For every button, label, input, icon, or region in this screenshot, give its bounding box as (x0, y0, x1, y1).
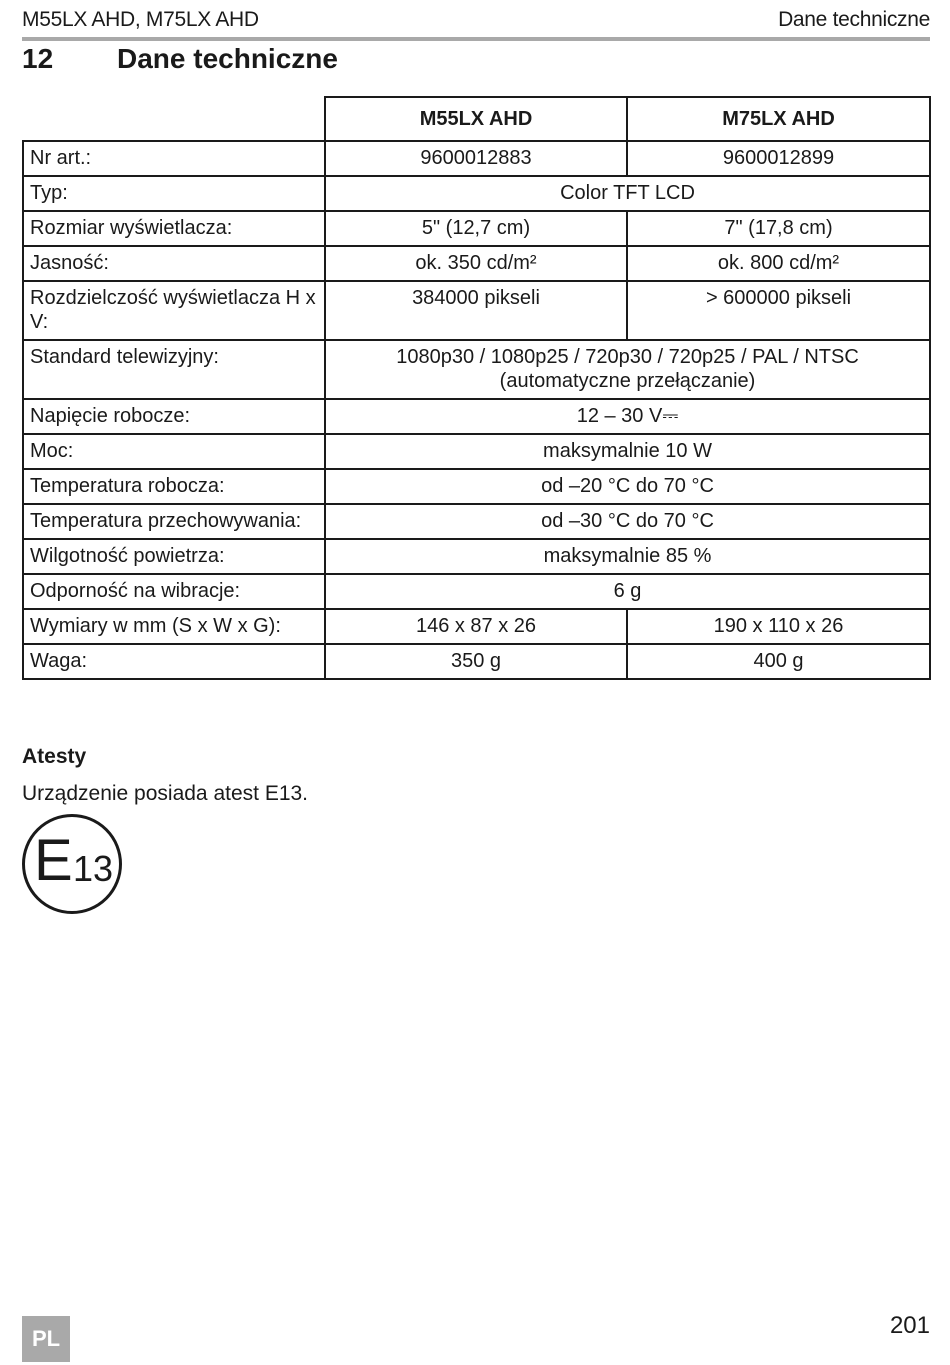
table-row (23, 539, 930, 574)
section-title-text: Dane techniczne (117, 43, 338, 74)
row-value-m55: 384000 pikseli (325, 281, 627, 340)
table-row (23, 434, 930, 469)
row-value-merged: 12 – 30 V⎓ (325, 399, 930, 434)
row-value-m75: ok. 800 cd/m² (627, 246, 930, 281)
spec-table-body (23, 97, 930, 679)
table-row (23, 340, 930, 399)
certs-heading: Atesty (22, 745, 87, 768)
row-label: Wymiary w mm (S x W x G): (23, 609, 325, 644)
section-number: 12 (22, 43, 54, 74)
row-label: Waga: (23, 644, 325, 679)
row-label: Rozmiar wyświetlacza: (23, 211, 325, 246)
table-row (23, 574, 930, 609)
row-label: Wilgotność powietrza: (23, 539, 325, 574)
row-label: Odporność na wibracje: (23, 574, 325, 609)
row-label: Napięcie robocze: (23, 399, 325, 434)
row-value-merged: maksymalnie 10 W (325, 434, 930, 469)
column-header-m55: M55LX AHD (325, 97, 627, 141)
table-row (23, 141, 930, 176)
row-value-m55: 146 x 87 x 26 (325, 609, 627, 644)
table-row (23, 176, 930, 211)
e13-mark-letter: E (34, 828, 73, 893)
row-value-m75: 400 g (627, 644, 930, 679)
table-row (23, 609, 930, 644)
row-value-m75: 190 x 110 x 26 (627, 609, 930, 644)
row-value-m75: > 600000 pikseli (627, 281, 930, 340)
row-value-m55: ok. 350 cd/m² (325, 246, 627, 281)
header-section: Dane techniczne (778, 8, 930, 31)
table-row (23, 211, 930, 246)
header-models: M55LX AHD, M75LX AHD (22, 8, 259, 31)
section-title (22, 43, 338, 75)
row-label: Temperatura przechowywania: (23, 504, 325, 539)
column-header-m75: M75LX AHD (627, 97, 930, 141)
page-number: 201 (889, 1312, 930, 1339)
header-rule (22, 37, 930, 41)
row-value-merged: od –30 °C do 70 °C (325, 504, 930, 539)
table-corner-cell (23, 97, 325, 141)
table-row (23, 399, 930, 434)
row-label: Moc: (23, 434, 325, 469)
row-label: Standard telewizyjny: (23, 340, 325, 399)
table-header-row (23, 97, 930, 141)
row-label: Typ: (23, 176, 325, 211)
e13-mark-number: 13 (73, 848, 114, 889)
row-label: Rozdzielczość wyświetlacza H x V: (23, 281, 325, 340)
row-label: Jasność: (23, 246, 325, 281)
table-row (23, 246, 930, 281)
language-badge: PL (22, 1316, 70, 1362)
table-row (23, 281, 930, 340)
e13-mark-icon (22, 814, 122, 914)
row-value-merged: od –20 °C do 70 °C (325, 469, 930, 504)
row-label: Nr art.: (23, 141, 325, 176)
row-value-merged: maksymalnie 85 % (325, 539, 930, 574)
row-value-m75: 7" (17,8 cm) (627, 211, 930, 246)
row-value-merged: Color TFT LCD (325, 176, 930, 211)
row-value-m75: 9600012899 (627, 141, 930, 176)
page-header (22, 6, 930, 36)
table-row (23, 504, 930, 539)
row-value-m55: 350 g (325, 644, 627, 679)
certs-text: Urządzenie posiada atest E13. (22, 782, 309, 805)
table-row (23, 469, 930, 504)
row-value-merged: 1080p30 / 1080p25 / 720p30 / 720p25 / PAL / NTSC (automatyczne przełączanie) (325, 340, 930, 399)
row-label: Temperatura robocza: (23, 469, 325, 504)
table-row (23, 644, 930, 679)
row-value-m55: 5" (12,7 cm) (325, 211, 627, 246)
spec-table (22, 96, 931, 680)
row-value-m55: 9600012883 (325, 141, 627, 176)
row-value-merged: 6 g (325, 574, 930, 609)
